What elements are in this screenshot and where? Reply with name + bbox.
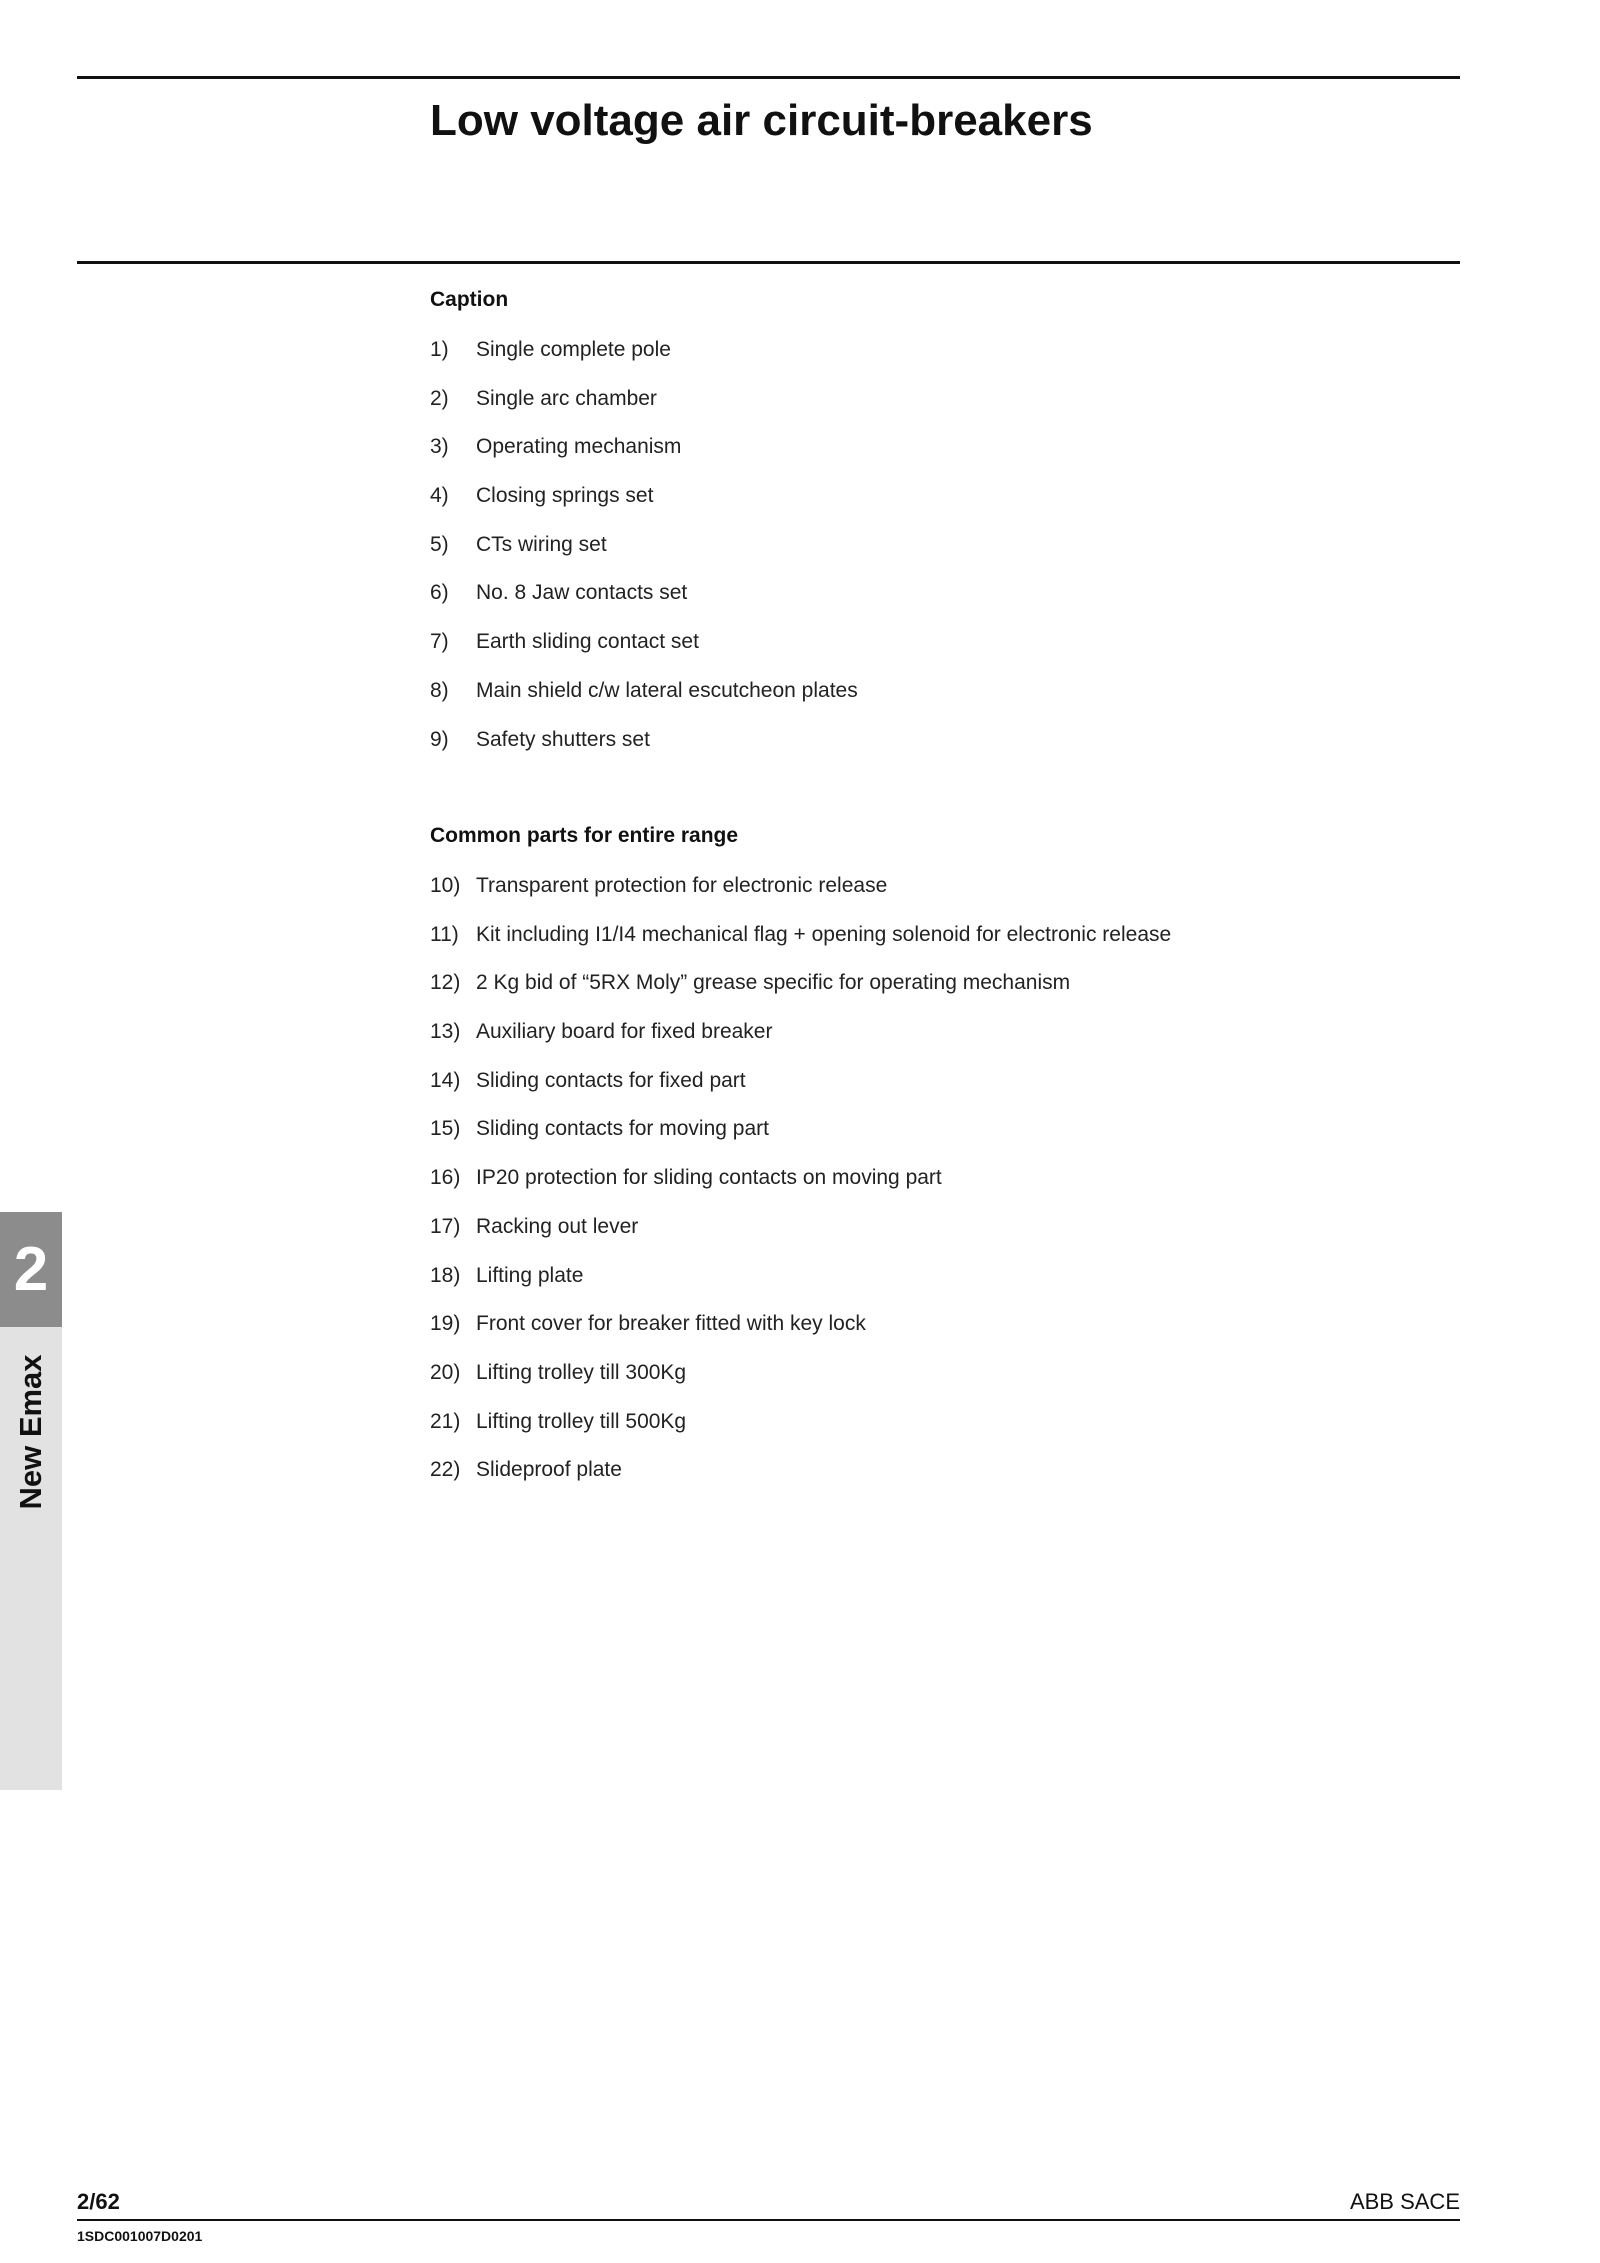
item-number: 6) bbox=[430, 581, 449, 605]
common-item bbox=[430, 1360, 1171, 1409]
item-number: 5) bbox=[430, 532, 449, 556]
common-item bbox=[430, 1068, 1171, 1117]
item-text: Slideproof plate bbox=[476, 1458, 622, 1482]
item-number: 11) bbox=[430, 922, 459, 946]
item-number: 2) bbox=[430, 386, 449, 410]
item-text: Sliding contacts for moving part bbox=[476, 1117, 769, 1141]
item-text: Lifting plate bbox=[476, 1263, 584, 1287]
common-item bbox=[430, 1116, 1171, 1165]
caption-heading: Caption bbox=[430, 288, 509, 311]
item-number: 19) bbox=[430, 1312, 461, 1336]
item-number: 12) bbox=[430, 971, 461, 995]
item-text: IP20 protection for sliding contacts on moving part bbox=[476, 1166, 942, 1190]
item-number: 15) bbox=[430, 1117, 461, 1141]
item-number: 14) bbox=[430, 1068, 461, 1092]
item-text: Auxiliary board for fixed breaker bbox=[476, 1020, 773, 1044]
common-item bbox=[430, 1311, 1171, 1360]
item-number: 8) bbox=[430, 678, 449, 702]
item-number: 3) bbox=[430, 435, 449, 459]
item-number: 1) bbox=[430, 338, 449, 361]
item-text: 2 Kg bid of “5RX Moly” grease specific for operating mechanism bbox=[476, 971, 1071, 995]
caption-item bbox=[430, 532, 858, 581]
page-number: 2/62 bbox=[77, 2189, 120, 2214]
header-divider bbox=[77, 261, 1460, 264]
caption-item bbox=[430, 629, 858, 678]
item-number: 7) bbox=[430, 630, 449, 654]
chapter-number: 2 bbox=[0, 1212, 62, 1327]
item-text: Closing springs set bbox=[476, 484, 654, 508]
top-divider bbox=[77, 76, 1460, 79]
item-text: Safety shutters set bbox=[476, 727, 650, 751]
item-text: Kit including I1/I4 mechanical flag + opening solenoid for electronic release bbox=[476, 922, 1172, 946]
item-text: Lifting trolley till 300Kg bbox=[476, 1360, 687, 1384]
chapter-side-tab bbox=[0, 1212, 62, 1790]
common-item bbox=[430, 873, 1171, 922]
common-item bbox=[430, 1214, 1171, 1263]
item-text: Operating mechanism bbox=[476, 435, 682, 459]
item-text: No. 8 Jaw contacts set bbox=[476, 581, 688, 605]
item-number: 22) bbox=[430, 1458, 461, 1482]
caption-item bbox=[430, 386, 858, 435]
common-item bbox=[430, 1019, 1171, 1068]
item-number: 4) bbox=[430, 484, 449, 508]
common-item bbox=[430, 1263, 1171, 1312]
common-item bbox=[430, 1165, 1171, 1214]
item-number: 20) bbox=[430, 1360, 461, 1384]
item-text: Lifting trolley till 500Kg bbox=[476, 1409, 687, 1433]
footer-divider bbox=[77, 2219, 1460, 2221]
caption-list bbox=[430, 337, 858, 775]
item-text: Earth sliding contact set bbox=[476, 630, 699, 654]
item-number: 9) bbox=[430, 727, 449, 751]
brand-name: ABB SACE bbox=[1349, 2189, 1460, 2214]
item-text: Sliding contacts for fixed part bbox=[476, 1068, 746, 1092]
item-number: 18) bbox=[430, 1263, 461, 1287]
caption-item bbox=[430, 580, 858, 629]
item-text: Racking out lever bbox=[476, 1214, 639, 1238]
caption-item bbox=[430, 434, 858, 483]
item-number: 17) bbox=[430, 1214, 461, 1238]
document-code: 1SDC001007D0201 bbox=[77, 2228, 203, 2244]
chapter-label: New Emax bbox=[13, 1354, 48, 1510]
item-number: 16) bbox=[430, 1166, 461, 1190]
item-number: 21) bbox=[430, 1409, 461, 1433]
common-item bbox=[430, 1457, 1171, 1506]
item-text: CTs wiring set bbox=[476, 532, 607, 556]
caption-item bbox=[430, 727, 858, 776]
item-text: Single complete pole bbox=[476, 338, 671, 361]
caption-item bbox=[430, 337, 858, 386]
item-text: Main shield c/w lateral escutcheon plates bbox=[476, 678, 858, 702]
item-number: 10) bbox=[430, 874, 461, 897]
common-item bbox=[430, 1409, 1171, 1458]
caption-item bbox=[430, 678, 858, 727]
common-item bbox=[430, 922, 1171, 971]
item-text: Single arc chamber bbox=[476, 386, 657, 410]
common-parts-list bbox=[430, 873, 1171, 1506]
item-number: 13) bbox=[430, 1020, 461, 1044]
item-text: Front cover for breaker fitted with key lock bbox=[476, 1312, 866, 1336]
item-text: Transparent protection for electronic release bbox=[476, 874, 888, 897]
common-parts-heading: Common parts for entire range bbox=[430, 824, 739, 847]
page-title: Low voltage air circuit-breakers bbox=[430, 96, 1093, 145]
common-item bbox=[430, 970, 1171, 1019]
caption-item bbox=[430, 483, 858, 532]
